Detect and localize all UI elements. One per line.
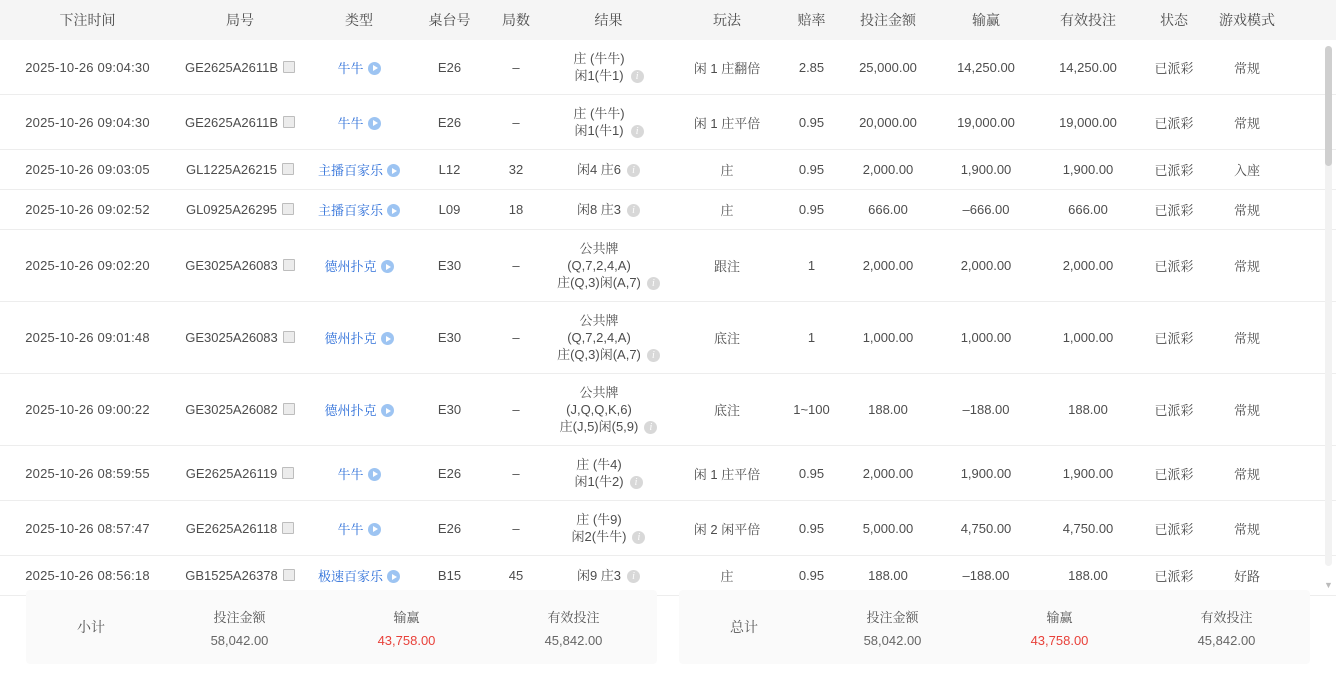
column-header-valid[interactable]: 有效投注 (1036, 0, 1140, 40)
cell-time: 2025-10-26 09:02:52 (0, 190, 175, 230)
type-link[interactable]: 牛牛 (337, 115, 364, 131)
total-metric-win (976, 607, 1143, 648)
cell-table-no: L09 (413, 190, 486, 230)
column-header-play[interactable]: 玩法 (671, 0, 783, 40)
play-video-icon[interactable] (368, 523, 381, 536)
cell-valid: 14,250.00 (1036, 40, 1140, 95)
cell-odds: 0.95 (783, 150, 840, 190)
cell-round: GE3025A26083 (175, 230, 305, 302)
subtotal-card (26, 590, 657, 664)
cell-result (546, 150, 671, 190)
cell-valid: 666.00 (1036, 190, 1140, 230)
copy-icon[interactable] (282, 203, 294, 215)
cell-play: 底注 (671, 374, 783, 446)
cell-result (546, 302, 671, 374)
cell-status: 已派彩 (1140, 230, 1208, 302)
info-icon[interactable]: i (632, 531, 645, 544)
total-bet-label: 投注金额 (866, 609, 919, 625)
cell-mode: 常规 (1208, 40, 1286, 95)
cell-games: 18 (486, 190, 546, 230)
summary-row (0, 590, 1336, 664)
cell-bet: 188.00 (840, 374, 936, 446)
table-row (0, 150, 1336, 190)
column-header-win[interactable]: 输赢 (936, 0, 1036, 40)
cell-status: 已派彩 (1140, 302, 1208, 374)
cell-round: GE2625A2611B (175, 95, 305, 150)
table-row (0, 230, 1336, 302)
cell-status: 已派彩 (1140, 556, 1208, 596)
type-link[interactable]: 牛牛 (337, 466, 364, 482)
copy-icon[interactable] (282, 163, 294, 175)
column-header-games[interactable]: 局数 (486, 0, 546, 40)
play-video-icon[interactable] (368, 117, 381, 130)
subtotal-win-value: 43,758.00 (377, 632, 436, 648)
play-video-icon[interactable] (381, 404, 394, 417)
cell-time: 2025-10-26 08:56:18 (0, 556, 175, 596)
cell-bet: 2,000.00 (840, 446, 936, 501)
result-text: 闲8 庄3 (576, 202, 622, 217)
cell-odds: 2.85 (783, 40, 840, 95)
cell-play: 庄 (671, 190, 783, 230)
info-icon[interactable]: i (647, 277, 660, 290)
result-text: 庄 (牛4) 闲1(牛2) (574, 457, 624, 489)
cell-result (546, 230, 671, 302)
column-header-bet[interactable]: 投注金额 (840, 0, 936, 40)
cell-type (305, 190, 413, 230)
info-icon[interactable]: i (627, 570, 640, 583)
cell-time: 2025-10-26 09:04:30 (0, 40, 175, 95)
cell-result (546, 446, 671, 501)
cell-type (305, 374, 413, 446)
result-text: 公共牌 (Q,7,2,4,A) 庄(Q,3)闲(A,7) (557, 313, 641, 362)
cell-odds: 0.95 (783, 501, 840, 556)
info-icon[interactable]: i (644, 421, 657, 434)
cell-odds: 0.95 (783, 446, 840, 501)
cell-time: 2025-10-26 08:59:55 (0, 446, 175, 501)
table-row (0, 40, 1336, 95)
cell-games: – (486, 302, 546, 374)
cell-valid: 1,900.00 (1036, 446, 1140, 501)
cell-win: 1,900.00 (936, 150, 1036, 190)
type-link[interactable]: 主播百家乐 (317, 163, 383, 178)
cell-time: 2025-10-26 09:01:48 (0, 302, 175, 374)
cell-round: GE3025A26083 (175, 302, 305, 374)
scroll-down-arrow[interactable]: ▼ (1324, 580, 1333, 590)
cell-play: 庄 (671, 150, 783, 190)
subtotal-bet-label: 投注金额 (213, 609, 266, 625)
cell-valid: 188.00 (1036, 556, 1140, 596)
cell-mode: 常规 (1208, 302, 1286, 374)
info-icon[interactable]: i (627, 164, 640, 177)
total-valid-label: 有效投注 (1200, 609, 1253, 625)
copy-icon[interactable] (283, 259, 295, 271)
result-text: 闲9 庄3 (576, 568, 622, 583)
cell-table-no: E30 (413, 302, 486, 374)
copy-icon[interactable] (283, 331, 295, 343)
cell-win: 1,900.00 (936, 446, 1036, 501)
cell-play: 底注 (671, 302, 783, 374)
type-link[interactable]: 德州扑克 (324, 331, 377, 346)
play-video-icon[interactable] (368, 62, 381, 75)
total-metrics (809, 607, 1310, 648)
copy-icon[interactable] (283, 116, 295, 128)
copy-icon[interactable] (283, 61, 295, 73)
cell-win: –188.00 (936, 374, 1036, 446)
scrollbar-thumb[interactable] (1325, 46, 1332, 166)
cell-games: – (486, 40, 546, 95)
column-header-round[interactable]: 局号 (175, 0, 305, 40)
cell-table-no: L12 (413, 150, 486, 190)
table-header (0, 0, 1336, 40)
cell-status: 已派彩 (1140, 190, 1208, 230)
cell-type (305, 302, 413, 374)
cell-valid: 4,750.00 (1036, 501, 1140, 556)
cell-valid: 188.00 (1036, 374, 1140, 446)
total-label: 总计 (730, 619, 758, 635)
play-video-icon[interactable] (381, 260, 394, 273)
cell-status: 已派彩 (1140, 501, 1208, 556)
cell-mode: 常规 (1208, 501, 1286, 556)
cell-type (305, 150, 413, 190)
cell-win: –666.00 (936, 190, 1036, 230)
cell-mode: 常规 (1208, 95, 1286, 150)
cell-status: 已派彩 (1140, 40, 1208, 95)
column-header-table[interactable]: 桌台号 (413, 0, 486, 40)
cell-mode: 入座 (1208, 150, 1286, 190)
cell-mode: 常规 (1208, 446, 1286, 501)
column-header-status[interactable]: 状态 (1140, 0, 1208, 40)
cell-round: GL1225A26215 (175, 150, 305, 190)
total-metric-valid (1143, 607, 1310, 648)
cell-win: 2,000.00 (936, 230, 1036, 302)
copy-icon[interactable] (283, 569, 295, 581)
cell-result (546, 95, 671, 150)
cell-bet: 25,000.00 (840, 40, 936, 95)
cell-time: 2025-10-26 09:03:05 (0, 150, 175, 190)
cell-status: 已派彩 (1140, 150, 1208, 190)
cell-play: 闲 1 庄平倍 (671, 95, 783, 150)
type-link[interactable]: 极速百家乐 (317, 569, 383, 584)
type-link[interactable]: 主播百家乐 (317, 203, 383, 218)
cell-result (546, 501, 671, 556)
total-valid-value: 45,842.00 (1197, 632, 1256, 648)
cell-games: 45 (486, 556, 546, 596)
total-win-value: 43,758.00 (1030, 632, 1089, 648)
subtotal-label: 小计 (77, 619, 105, 635)
cell-odds: 0.95 (783, 95, 840, 150)
cell-odds: 0.95 (783, 190, 840, 230)
table-row (0, 190, 1336, 230)
cell-type (305, 501, 413, 556)
cell-time: 2025-10-26 09:04:30 (0, 95, 175, 150)
cell-table-no: B15 (413, 556, 486, 596)
cell-type (305, 446, 413, 501)
cell-bet: 20,000.00 (840, 95, 936, 150)
table-row (0, 374, 1336, 446)
cell-round: GE3025A26082 (175, 374, 305, 446)
result-text: 庄 (牛9) 闲2(牛牛) (571, 512, 627, 544)
cell-table-no: E26 (413, 40, 486, 95)
type-link[interactable]: 德州扑克 (324, 259, 377, 274)
cell-round: GE2625A26118 (175, 501, 305, 556)
column-header-spacer (1286, 0, 1336, 40)
cell-table-no: E26 (413, 446, 486, 501)
cell-games: – (486, 501, 546, 556)
subtotal-metric-bet (156, 607, 323, 648)
total-bet-value: 58,042.00 (863, 632, 922, 648)
column-header-time[interactable]: 下注时间 (0, 0, 175, 40)
cell-status: 已派彩 (1140, 374, 1208, 446)
header-row (0, 0, 1336, 40)
cell-win: 14,250.00 (936, 40, 1036, 95)
column-header-odds[interactable]: 赔率 (783, 0, 840, 40)
cell-play: 闲 1 庄翻倍 (671, 40, 783, 95)
cell-win: –188.00 (936, 556, 1036, 596)
cell-games: – (486, 374, 546, 446)
subtotal-bet-value: 58,042.00 (210, 632, 269, 648)
cell-round: GE2625A2611B (175, 40, 305, 95)
table-scrollbar[interactable] (1325, 46, 1332, 566)
cell-result (546, 40, 671, 95)
cell-result (546, 374, 671, 446)
info-icon[interactable]: i (647, 349, 660, 362)
table-row (0, 501, 1336, 556)
table-row (0, 302, 1336, 374)
copy-icon[interactable] (282, 522, 294, 534)
cell-games: – (486, 95, 546, 150)
cell-odds: 1~100 (783, 374, 840, 446)
type-link[interactable]: 牛牛 (337, 60, 364, 76)
table-body (0, 40, 1336, 596)
subtotal-metric-win (323, 607, 490, 648)
cell-play: 闲 2 闲平倍 (671, 501, 783, 556)
cell-round: GE2625A26119 (175, 446, 305, 501)
cell-time: 2025-10-26 08:57:47 (0, 501, 175, 556)
result-text: 庄 (牛牛) 闲1(牛1) (573, 106, 625, 138)
cell-bet: 1,000.00 (840, 302, 936, 374)
cell-result (546, 190, 671, 230)
cell-table-no: E30 (413, 374, 486, 446)
cell-valid: 1,900.00 (1036, 150, 1140, 190)
cell-mode: 好路 (1208, 556, 1286, 596)
cell-mode: 常规 (1208, 230, 1286, 302)
column-header-type[interactable]: 类型 (305, 0, 413, 40)
result-text: 公共牌 (Q,7,2,4,A) 庄(Q,3)闲(A,7) (557, 241, 641, 290)
cell-table-no: E26 (413, 501, 486, 556)
cell-valid: 1,000.00 (1036, 302, 1140, 374)
cell-win: 1,000.00 (936, 302, 1036, 374)
cell-win: 19,000.00 (936, 95, 1036, 150)
result-text: 庄 (牛牛) 闲1(牛1) (573, 51, 625, 83)
cell-win: 4,750.00 (936, 501, 1036, 556)
cell-mode: 常规 (1208, 190, 1286, 230)
cell-bet: 5,000.00 (840, 501, 936, 556)
cell-games: – (486, 230, 546, 302)
subtotal-metric-valid (490, 607, 657, 648)
play-video-icon[interactable] (368, 468, 381, 481)
cell-games: 32 (486, 150, 546, 190)
play-video-icon[interactable] (387, 570, 400, 583)
cell-play: 跟注 (671, 230, 783, 302)
cell-odds: 0.95 (783, 556, 840, 596)
play-video-icon[interactable] (387, 204, 400, 217)
type-link[interactable]: 德州扑克 (324, 403, 377, 418)
cell-time: 2025-10-26 09:00:22 (0, 374, 175, 446)
table-row (0, 446, 1336, 501)
cell-status: 已派彩 (1140, 95, 1208, 150)
cell-round: GL0925A26295 (175, 190, 305, 230)
cell-play: 闲 1 庄平倍 (671, 446, 783, 501)
subtotal-metrics (156, 607, 657, 648)
cell-valid: 2,000.00 (1036, 230, 1140, 302)
play-video-icon[interactable] (381, 332, 394, 345)
cell-table-no: E26 (413, 95, 486, 150)
subtotal-valid-label: 有效投注 (547, 609, 600, 625)
cell-valid: 19,000.00 (1036, 95, 1140, 150)
cell-type (305, 95, 413, 150)
play-video-icon[interactable] (387, 164, 400, 177)
cell-odds: 1 (783, 230, 840, 302)
cell-bet: 188.00 (840, 556, 936, 596)
cell-mode: 常规 (1208, 374, 1286, 446)
copy-icon[interactable] (282, 467, 294, 479)
total-win-label: 输赢 (1046, 609, 1073, 625)
subtotal-valid-value: 45,842.00 (544, 632, 603, 648)
cell-bet: 2,000.00 (840, 230, 936, 302)
table-row (0, 95, 1336, 150)
info-icon[interactable]: i (631, 70, 644, 83)
total-metric-bet (809, 607, 976, 648)
cell-games: – (486, 446, 546, 501)
type-link[interactable]: 牛牛 (337, 521, 364, 537)
info-icon[interactable]: i (630, 476, 643, 489)
cell-status: 已派彩 (1140, 446, 1208, 501)
cell-type (305, 230, 413, 302)
cell-bet: 2,000.00 (840, 150, 936, 190)
total-card (679, 590, 1310, 664)
cell-play: 庄 (671, 556, 783, 596)
cell-table-no: E30 (413, 230, 486, 302)
cell-time: 2025-10-26 09:02:20 (0, 230, 175, 302)
info-icon[interactable]: i (631, 125, 644, 138)
copy-icon[interactable] (283, 403, 295, 415)
column-header-mode[interactable]: 游戏模式 (1208, 0, 1286, 40)
cell-type (305, 40, 413, 95)
result-text: 闲4 庄6 (576, 162, 622, 177)
result-text: 公共牌 (J,Q,Q,K,6) 庄(J,5)闲(5,9) (559, 385, 639, 434)
info-icon[interactable]: i (627, 204, 640, 217)
cell-bet: 666.00 (840, 190, 936, 230)
column-header-result[interactable]: 结果 (546, 0, 671, 40)
subtotal-win-label: 输赢 (393, 609, 420, 625)
cell-round: GB1525A26378 (175, 556, 305, 596)
cell-odds: 1 (783, 302, 840, 374)
